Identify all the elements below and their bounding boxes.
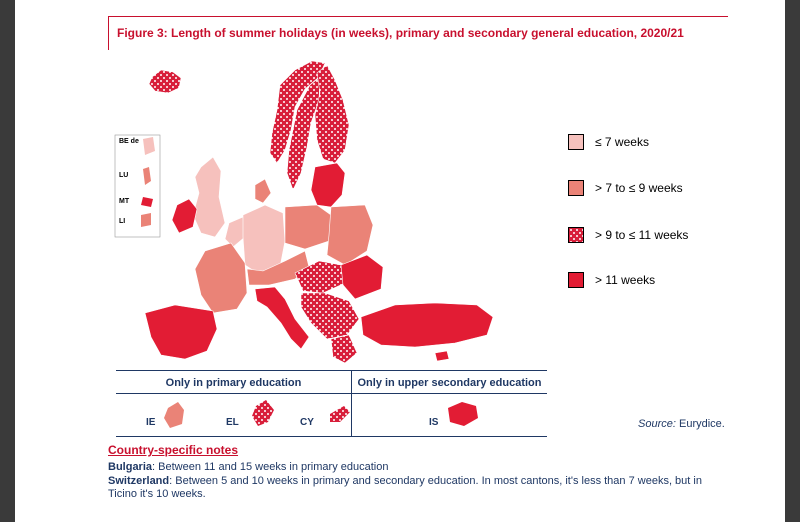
region-balkans bbox=[301, 293, 359, 339]
note-country: Bulgaria bbox=[108, 461, 153, 473]
region-france bbox=[195, 243, 247, 313]
small-state-label: BE de bbox=[119, 138, 139, 145]
region-benelux bbox=[225, 217, 245, 247]
region-greece bbox=[331, 335, 357, 363]
small-state-label: LU bbox=[119, 172, 129, 179]
region-ireland bbox=[172, 199, 197, 233]
lu-shape bbox=[143, 167, 151, 185]
inset-label-is: IS bbox=[429, 417, 439, 428]
region-uk bbox=[193, 157, 225, 237]
legend-label: > 7 to ≤ 9 weeks bbox=[595, 181, 683, 195]
region-cyprus bbox=[435, 351, 449, 361]
legend-swatch bbox=[568, 180, 584, 196]
region-denmark bbox=[255, 179, 271, 203]
legend-swatch bbox=[568, 134, 584, 150]
small-state-label: MT bbox=[119, 198, 130, 205]
legend-swatch bbox=[568, 272, 584, 288]
inset-label-el: EL bbox=[226, 417, 239, 428]
left-edge-strip bbox=[0, 0, 15, 522]
mt-shape bbox=[141, 197, 153, 207]
source-note bbox=[638, 418, 725, 430]
note-country: Switzerland bbox=[108, 475, 170, 487]
region-finland bbox=[315, 65, 349, 163]
small-state-label: LI bbox=[119, 218, 126, 225]
source-label: Source: bbox=[638, 418, 676, 430]
insets-table bbox=[116, 370, 547, 437]
figure-title-box bbox=[108, 16, 728, 50]
note-switzerland bbox=[108, 475, 728, 501]
note-text: : Between 5 and 10 weeks in primary and secondary education. In most cantons, it's less than 7 weeks, but in Ticino it's 10 weeks. bbox=[108, 475, 702, 500]
region-iceland bbox=[149, 70, 181, 93]
primary-only-header: Only in primary education bbox=[165, 377, 302, 389]
europe-map bbox=[105, 55, 515, 367]
note-text: : Between 11 and 15 weeks in primary education bbox=[152, 461, 389, 473]
right-edge-strip bbox=[785, 0, 800, 522]
legend-label: > 9 to ≤ 11 weeks bbox=[595, 228, 689, 242]
legend-swatch bbox=[568, 227, 584, 243]
note-bulgaria bbox=[108, 461, 728, 474]
legend-label: ≤ 7 weeks bbox=[595, 135, 649, 149]
region-baltics bbox=[311, 163, 345, 207]
region-iberia bbox=[145, 305, 217, 359]
li-shape bbox=[141, 213, 151, 227]
notes-heading: Country-specific notes bbox=[108, 443, 239, 457]
region-turkey bbox=[361, 303, 493, 347]
inset-label-ie: IE bbox=[146, 417, 156, 428]
figure-title: Figure 3: Length of summer holidays (in weeks), primary and secondary general education, 2020/21 bbox=[117, 26, 684, 40]
region-poland bbox=[285, 205, 331, 249]
legend-label: > 11 weeks bbox=[595, 273, 656, 287]
be-de-shape bbox=[143, 137, 155, 155]
source-text: Eurydice. bbox=[678, 418, 725, 430]
secondary-only-header: Only in upper secondary education bbox=[357, 377, 542, 389]
inset-label-cy: CY bbox=[300, 417, 314, 428]
